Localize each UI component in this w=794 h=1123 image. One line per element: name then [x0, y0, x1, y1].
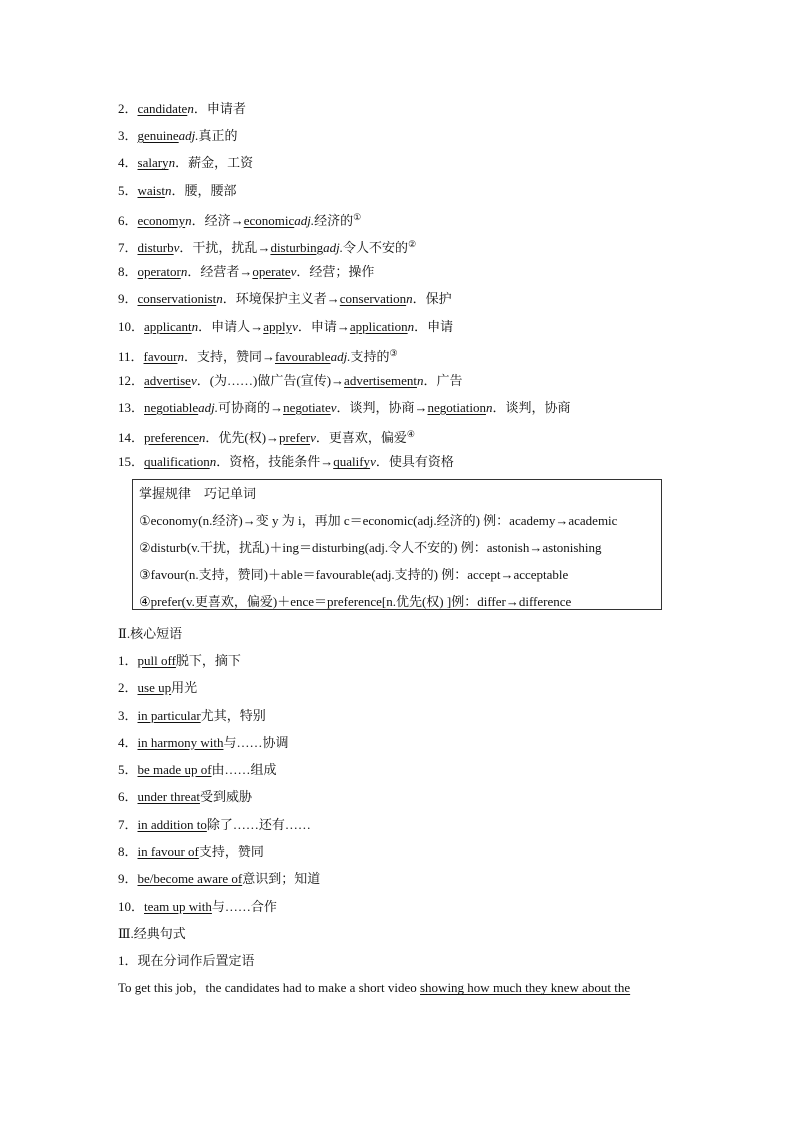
phrase-list	[118, 647, 688, 920]
part-of-speech: v	[370, 454, 376, 470]
definition: 真正的	[198, 128, 238, 144]
definition: ．干扰，扰乱	[179, 239, 258, 255]
phrase-text: pull off	[137, 652, 176, 668]
definition: ．申请者	[193, 101, 246, 116]
definition: ．经营者	[187, 264, 240, 280]
vocab-item	[118, 258, 688, 285]
definition: ．腰，腰部	[171, 182, 237, 198]
arrow-icon: →	[270, 400, 284, 416]
vocab-item	[118, 95, 688, 122]
derived-word: economic	[243, 212, 295, 228]
item-number: 13．	[118, 400, 145, 416]
definition: ．支持，赞同	[183, 348, 262, 364]
phrase-item	[118, 783, 688, 810]
memory-tip-box	[132, 479, 662, 610]
part-of-speech: adj.	[178, 128, 199, 144]
derived-word: qualify	[333, 454, 371, 470]
part-of-speech: v	[173, 239, 180, 255]
vocab-item	[118, 421, 688, 448]
arrow-icon: →	[331, 372, 345, 388]
definition: ．(为……)做广告(宣传)	[196, 372, 332, 388]
item-number: 9．	[118, 291, 138, 307]
definition: ．谈判，协商	[336, 400, 415, 416]
part-of-speech: n	[209, 454, 217, 470]
item-number: 7．	[118, 816, 138, 832]
phrase-text: in favour of	[137, 844, 199, 859]
phrase-text: team up with	[144, 898, 212, 914]
phrase-item	[118, 647, 688, 674]
item-number: 1．	[118, 652, 138, 668]
item-number: 14．	[118, 430, 145, 446]
vocab-word: advertise	[144, 372, 191, 388]
vocab-word: applicant	[144, 318, 192, 334]
part-of-speech: n	[180, 264, 188, 280]
vocab-word: waist	[137, 182, 165, 198]
vocab-word: salary	[137, 155, 169, 171]
vocab-word: genuine	[137, 128, 179, 144]
phrase-meaning: 用光	[171, 680, 198, 696]
item-number: 6．	[118, 789, 138, 805]
item-number: 8．	[118, 264, 138, 280]
part-of-speech: v	[290, 264, 297, 280]
arrow-icon: →	[336, 318, 350, 334]
phrase-meaning: 与……协调	[223, 734, 289, 750]
item-number: 15．	[118, 454, 145, 470]
part-of-speech: n	[416, 372, 424, 388]
item-number: 4．	[118, 734, 138, 750]
item-number: 9．	[118, 871, 138, 887]
phrase-meaning: 受到威胁	[199, 789, 252, 805]
vocab-item	[118, 313, 688, 340]
phrase-item	[118, 893, 688, 920]
item-number: 2．	[118, 101, 138, 116]
phrase-item	[118, 756, 688, 783]
phrase-item	[118, 811, 688, 838]
arrow-icon: →	[239, 264, 253, 280]
vocab-word: candidate	[137, 101, 188, 116]
arrow-icon: →	[257, 239, 271, 255]
sentence-underlined-text: showing how much they knew about the	[420, 980, 631, 996]
derived-word: application	[349, 318, 408, 334]
vocab-item	[118, 177, 688, 204]
section-title-core-phrases: Ⅱ.核心短语	[118, 625, 183, 641]
part-of-speech: v	[190, 372, 197, 388]
derived-word: advertisement	[344, 372, 417, 388]
part-of-speech: n	[164, 182, 172, 198]
arrow-icon: →	[266, 430, 280, 446]
part-of-speech: n	[406, 291, 413, 307]
definition: ．环境保护主义者	[222, 291, 327, 307]
part-of-speech: v	[310, 430, 316, 446]
phrase-text: under threat	[137, 789, 200, 805]
definition: ．经济	[191, 212, 231, 228]
vocab-word: preference	[144, 430, 199, 446]
arrow-icon: →	[230, 212, 244, 228]
phrase-text: in addition to	[137, 816, 207, 832]
vocab-word: disturb	[137, 239, 174, 255]
definition: ．申请	[297, 318, 337, 334]
item-number: 11．	[118, 348, 144, 364]
phrase-item	[118, 729, 688, 756]
part-of-speech: adj.	[323, 239, 344, 255]
vocab-item	[118, 231, 688, 258]
section-title-classic-sentences: Ⅲ.经典句式	[118, 925, 186, 941]
item-number: 7．	[118, 239, 138, 255]
footnote-marker: ②	[408, 238, 417, 249]
item-number: 4．	[118, 155, 138, 171]
item-number: 6．	[118, 212, 138, 228]
part-of-speech: n	[486, 400, 493, 416]
item-number: 8．	[118, 844, 138, 859]
phrase-meaning: 意识到；知道	[242, 871, 321, 887]
tip-line: ①economy(n.经济)→变 y 为 i，再加 c＝economic(adj.经济的) 例：academy→academic	[139, 512, 618, 528]
item-number: 5．	[118, 762, 138, 778]
definition: ．经营；操作	[296, 264, 375, 280]
arrow-icon: →	[261, 348, 275, 364]
derived-word: operate	[252, 264, 291, 280]
part-of-speech: n	[168, 155, 176, 171]
tip-box-title: 掌握规律 巧记单词	[139, 485, 257, 501]
derived-word: disturbing	[270, 239, 324, 255]
derived-word: conservation	[339, 291, 407, 307]
definition: ．优先(权)	[205, 430, 267, 446]
definition: ．谈判，协商	[492, 400, 571, 416]
phrase-text: in harmony with	[137, 734, 224, 750]
item-number: 5．	[118, 182, 138, 198]
phrase-meaning: 与……合作	[211, 898, 277, 914]
sentence-pattern-heading: 1．现在分词作后置定语	[118, 953, 255, 969]
sentence-text: To get this job，the candidates had to make a short video	[118, 980, 420, 996]
part-of-speech: n	[187, 101, 194, 116]
vocab-item	[118, 122, 688, 149]
arrow-icon: →	[320, 454, 334, 470]
item-number: 3．	[118, 128, 138, 144]
vocab-item	[118, 367, 688, 394]
arrow-icon: →	[414, 400, 428, 416]
derived-word: apply	[263, 318, 293, 334]
part-of-speech: n	[185, 212, 192, 228]
phrase-meaning: 除了……还有……	[206, 816, 311, 832]
item-number: 3．	[118, 707, 138, 723]
definition: 令人不安的	[343, 239, 409, 255]
phrase-meaning: 尤其，特别	[200, 707, 266, 723]
vocab-item	[118, 394, 688, 421]
definition: 支持的	[350, 348, 390, 364]
definition: ．使具有资格	[375, 454, 454, 470]
derived-word: favourable	[274, 348, 331, 364]
phrase-meaning: 由……组成	[211, 762, 277, 778]
phrase-item	[118, 865, 688, 892]
vocabulary-list	[118, 95, 688, 476]
phrase-item	[118, 674, 688, 701]
vocab-word: operator	[137, 264, 181, 280]
phrase-text: use up	[137, 680, 172, 696]
derived-word: negotiation	[427, 400, 487, 416]
item-number: 12．	[118, 372, 145, 388]
part-of-speech: v	[292, 318, 298, 334]
definition: ．资格，技能条件	[216, 454, 321, 470]
derived-word: prefer	[279, 430, 311, 446]
vocab-word: economy	[137, 212, 186, 228]
vocab-item	[118, 204, 688, 231]
vocab-word: favour	[143, 348, 178, 364]
vocab-item	[118, 340, 688, 367]
phrase-text: be made up of	[137, 762, 212, 778]
part-of-speech: n	[191, 318, 199, 334]
definition: ．更喜欢，偏爱	[315, 430, 407, 446]
tip-line: ③favour(n.支持，赞同)＋able＝favourable(adj.支持的) 例：accept→acceptable	[139, 566, 569, 582]
vocab-item	[118, 285, 688, 312]
part-of-speech: n	[407, 318, 415, 334]
part-of-speech: adj.	[294, 212, 315, 228]
footnote-marker: ④	[406, 429, 415, 440]
definition: ．广告	[423, 372, 463, 388]
vocab-word: negotiable	[144, 400, 199, 416]
vocab-item	[118, 448, 688, 475]
item-number: 10．	[118, 898, 145, 914]
derived-word: negotiate	[283, 400, 331, 416]
phrase-text: in particular	[137, 707, 201, 723]
part-of-speech: n	[216, 291, 223, 307]
footnote-marker: ①	[353, 211, 362, 222]
definition: ．申请人	[198, 318, 251, 334]
vocab-word: conservationist	[137, 291, 217, 307]
part-of-speech: n	[198, 430, 206, 446]
definition: 可协商的	[218, 400, 271, 416]
phrase-meaning: 脱下，摘下	[175, 652, 241, 668]
definition: 经济的	[314, 212, 354, 228]
item-number: 10．	[118, 318, 145, 334]
part-of-speech: adj.	[330, 348, 351, 364]
example-sentence	[118, 974, 688, 1001]
tip-line: ②disturb(v.干扰，扰乱)＋ing＝disturbing(adj.令人不安的) 例：astonish→astonishing	[139, 539, 602, 555]
arrow-icon: →	[326, 291, 340, 307]
definition: ．保护	[412, 291, 452, 307]
definition: ．薪金，工资	[175, 155, 254, 171]
document-content	[118, 95, 688, 1002]
phrase-item	[118, 838, 688, 865]
phrase-meaning: 支持，赞同	[198, 844, 264, 859]
vocab-word: qualification	[144, 454, 210, 470]
phrase-text: be/become aware of	[137, 871, 243, 887]
phrase-item	[118, 702, 688, 729]
vocab-item	[118, 149, 688, 176]
tip-line: ④prefer(v.更喜欢，偏爱)＋ence＝preference[n.优先(权) ]例：differ→difference	[139, 593, 572, 609]
part-of-speech: adj.	[198, 400, 219, 416]
footnote-marker: ③	[389, 347, 398, 358]
part-of-speech: v	[330, 400, 337, 416]
arrow-icon: →	[250, 318, 264, 334]
part-of-speech: n	[177, 348, 184, 364]
item-number: 2．	[118, 680, 138, 696]
definition: ．申请	[414, 318, 454, 334]
